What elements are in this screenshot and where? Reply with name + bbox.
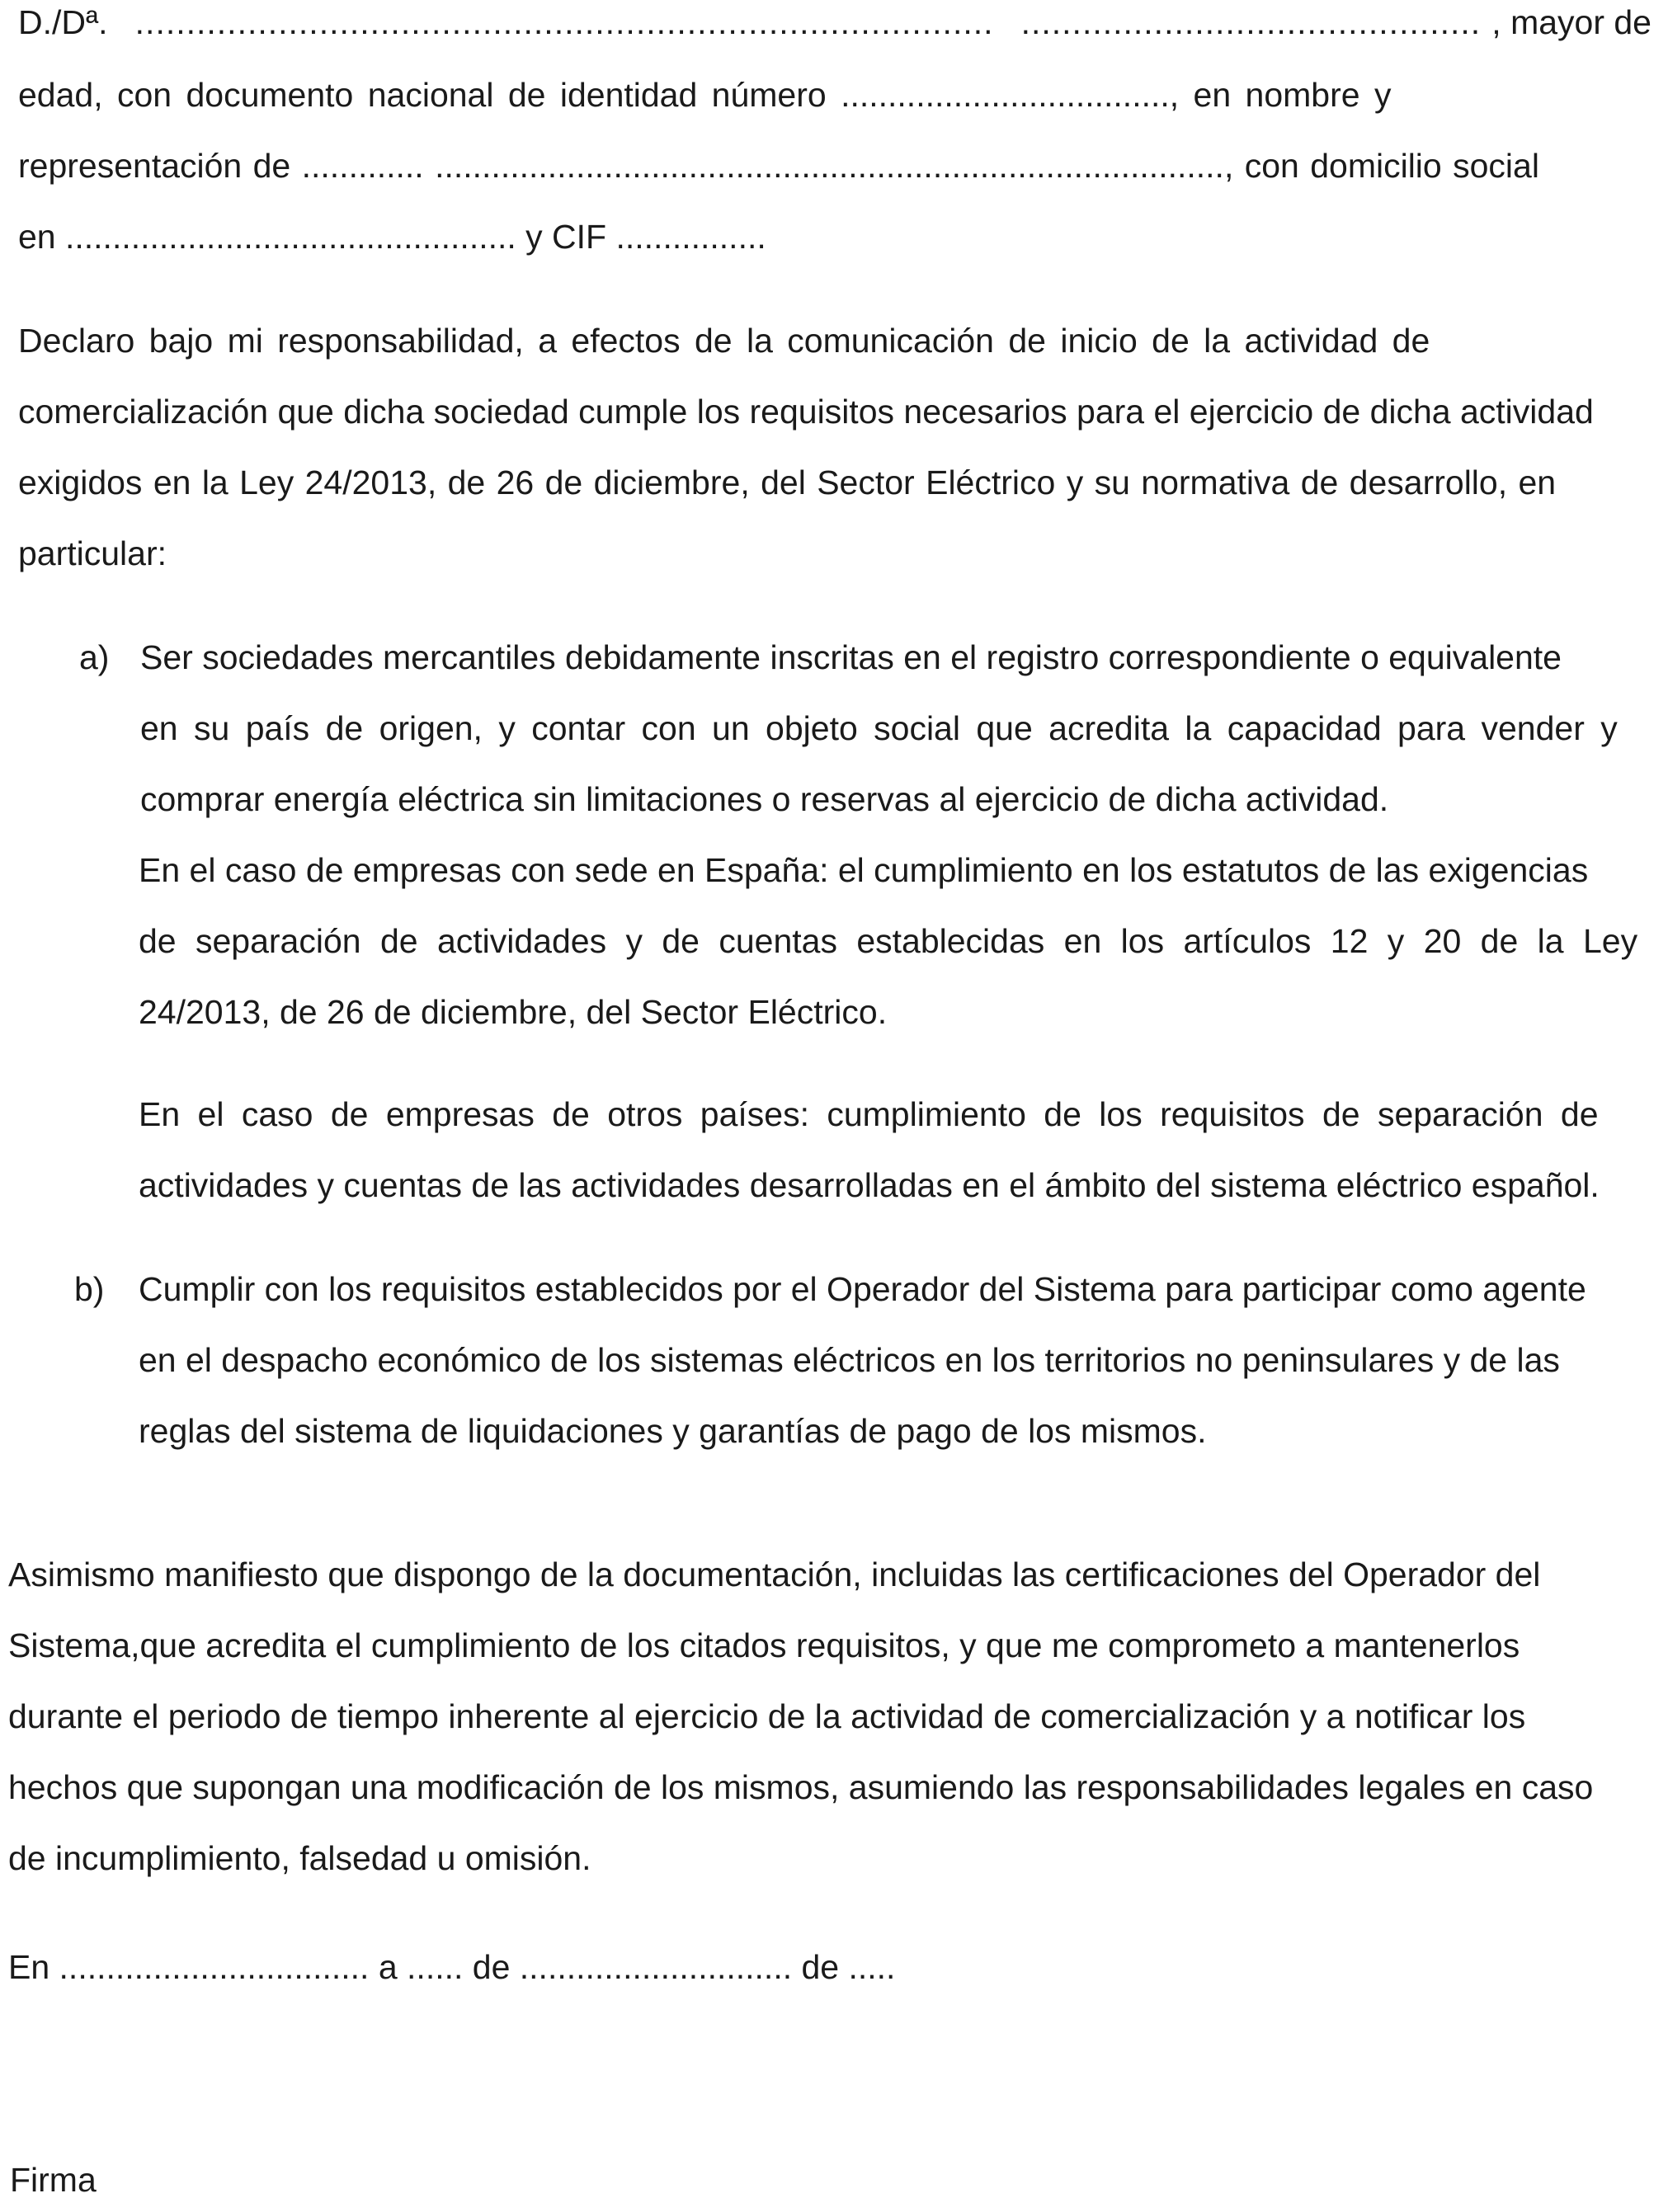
item-a-p2-line-1: En el caso de empresas con sede en España: el cumplimiento en los estatutos de las exigencias bbox=[139, 851, 1589, 889]
intro-line-2: edad, con documento nacional de identidad número ..................................., en nombre y bbox=[18, 76, 1392, 114]
item-b-line-3: reglas del sistema de liquidaciones y garantías de pago de los mismos. bbox=[139, 1412, 1207, 1450]
item-a-p1-line-2: en su país de origen, y contar con un objeto social que acredita la capacidad para vender y bbox=[140, 709, 1618, 747]
intro-line-3: representación de ............. ...................................................................................., con domicilio social bbox=[18, 147, 1539, 185]
item-a-p2-line-3: 24/2013, de 26 de diciembre, del Sector Eléctrico. bbox=[139, 993, 888, 1031]
asimismo-line-2: Sistema,que acredita el cumplimiento de los citados requisitos, y que me comprometo a mantenerlos bbox=[8, 1626, 1520, 1664]
declaration-line-1: Declaro bajo mi responsabilidad, a efectos de la comunicación de inicio de la actividad de bbox=[18, 322, 1430, 360]
asimismo-line-4: hechos que supongan una modificación de los mismos, asumiendo las responsabilidades legales en caso bbox=[8, 1768, 1594, 1806]
intro-line-4: en ................................................ y CIF ................ bbox=[18, 218, 766, 256]
item-a-p3-line-1: En el caso de empresas de otros países: cumplimiento de los requisitos de separación de bbox=[139, 1095, 1599, 1133]
asimismo-line-1: Asimismo manifiesto que dispongo de la documentación, incluidas las certificaciones del Operador del bbox=[8, 1555, 1541, 1593]
item-b-line-2: en el despacho económico de los sistemas eléctricos en los territorios no peninsulares y de las bbox=[139, 1341, 1560, 1379]
item-a-p2-line-2: de separación de actividades y de cuentas establecidas en los artículos 12 y 20 de la Ley bbox=[139, 922, 1638, 960]
signature-label: Firma bbox=[10, 2161, 97, 2199]
place-date-line: En ................................. a ...... de ............................. de ..... bbox=[8, 1948, 896, 1986]
item-b-marker: b) bbox=[74, 1270, 105, 1308]
intro-line-1 bbox=[18, 3, 1652, 42]
asimismo-line-5: de incumplimiento, falsedad u omisión. bbox=[8, 1839, 591, 1877]
item-b-line-1: Cumplir con los requisitos establecidos por el Operador del Sistema para participar como agente bbox=[139, 1270, 1586, 1308]
name-blank-1: .................................................................................... bbox=[134, 3, 994, 41]
item-a-p1-line-1: Ser sociedades mercantiles debidamente inscritas en el registro correspondiente o equivalente bbox=[140, 638, 1562, 676]
declaration-line-4: particular: bbox=[18, 534, 167, 572]
item-a-marker: a) bbox=[79, 638, 110, 676]
intro-prefix: D./Dª. bbox=[18, 3, 108, 41]
item-a-p3-line-2: actividades y cuentas de las actividades desarrolladas en el ámbito del sistema eléctrico español. bbox=[139, 1166, 1600, 1204]
asimismo-line-3: durante el periodo de tiempo inherente al ejercicio de la actividad de comercialización y a notificar los bbox=[8, 1697, 1526, 1735]
intro-suffix: , mayor de bbox=[1491, 3, 1652, 41]
item-a-p1-line-3: comprar energía eléctrica sin limitaciones o reservas al ejercicio de dicha actividad. bbox=[140, 780, 1389, 818]
declaration-line-2: comercialización que dicha sociedad cumple los requisitos necesarios para el ejercicio de dicha actividad bbox=[18, 393, 1594, 431]
name-blank-2: ............................................. bbox=[1020, 3, 1482, 41]
declaration-line-3: exigidos en la Ley 24/2013, de 26 de diciembre, del Sector Eléctrico y su normativa de desarrollo, en bbox=[18, 464, 1557, 501]
